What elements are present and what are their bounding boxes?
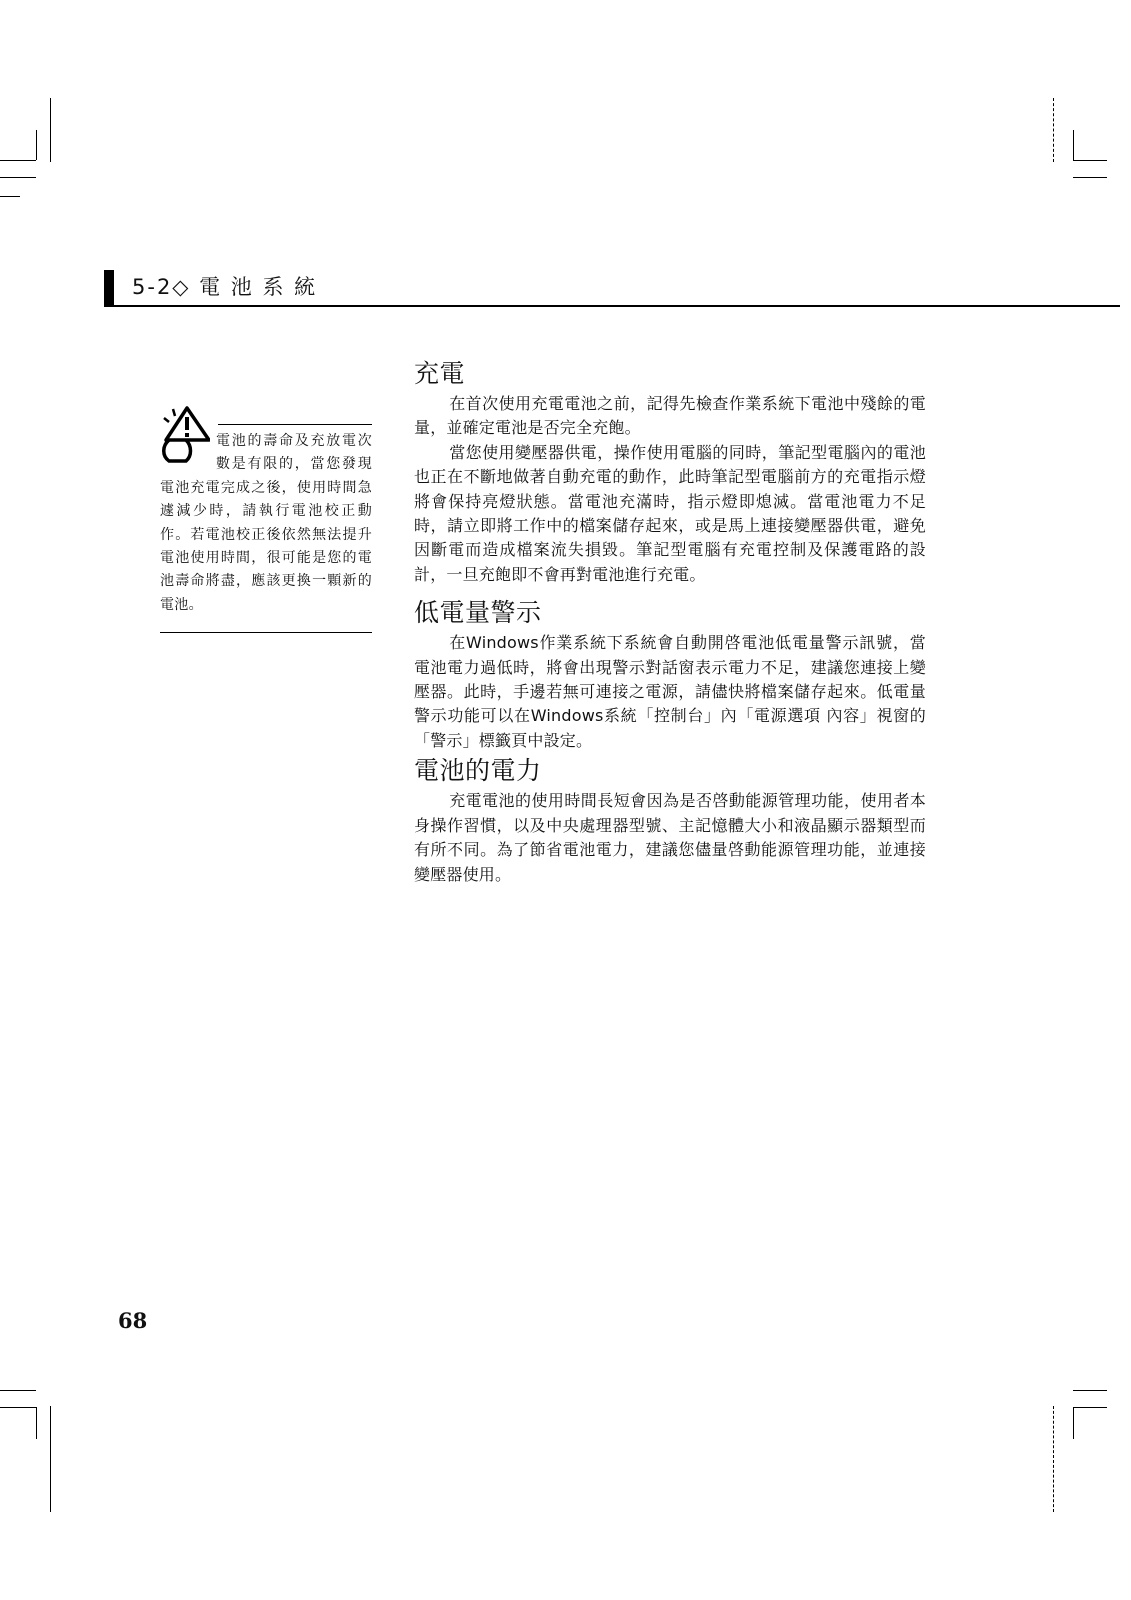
section-header-title: 5-2◇ 電 池 系 統 (132, 275, 318, 299)
main-content (414, 356, 926, 887)
page-number: 68 (118, 1308, 148, 1333)
paragraph-charging-2: 當您使用變壓器供電，操作使用電腦的同時，筆記型電腦內的電池也正在不斷地做著自動充電的動作，此時筆記型電腦前方的充電指示燈將會保持亮燈狀態。當電池充滿時，指示燈即熄滅。當電池電力不足時，請立即將工作中的檔案儲存起來，或是馬上連接變壓器供電，避免因斷電而造成檔案流失損毀。筆記型電腦有充電控制及保護電路的設計，一旦充飽即不會再對電池進行充電。 (414, 442, 926, 584)
heading-charging: 充電 (414, 359, 466, 388)
header-bar (104, 270, 114, 307)
paragraph-battery-power: 充電電池的使用時間長短會因為是否啓動能源管理功能，使用者本身操作習慣，以及中央處理器型號、主記憶體大小和液晶顯示器類型而有所不同。為了節省電池電力，建議您儘量啓動能源管理功能，並連接變壓器使用。 (414, 791, 926, 884)
paragraph-low-battery-warning: 在Windows作業系統下系統會自動開啓電池低電量警示訊號，當電池電力過低時，將會出現警示對話窗表示電力不足，建議您連接上變壓器。此時，手邊若無可連接之電源，請儘快將檔案儲存起來。低電量警示功能可以在Windows系統「控制台」內「電源選項 內容」視窗的「警示」標籤頁中設定。 (414, 633, 926, 750)
note-top-rule (218, 424, 372, 425)
note-text: 電池的壽命及充放電次數是有限的，當您發現電池充電完成之後，使用時間急遽減少時，請執行電池校正動作。若電池校正後依然無法提升電池使用時間，很可能是您的電池壽命將盡，應該更換一顆新的電池。 (160, 433, 372, 613)
note-bottom-rule (160, 632, 372, 633)
paragraph-charging-1: 在首次使用充電電池之前，記得先檢查作業系統下電池中殘餘的電量，並確定電池是否完全充飽。 (414, 394, 926, 438)
heading-battery-power: 電池的電力 (414, 756, 542, 786)
header-rule (104, 305, 1120, 307)
heading-low-battery-warning: 低電量警示 (414, 598, 542, 628)
